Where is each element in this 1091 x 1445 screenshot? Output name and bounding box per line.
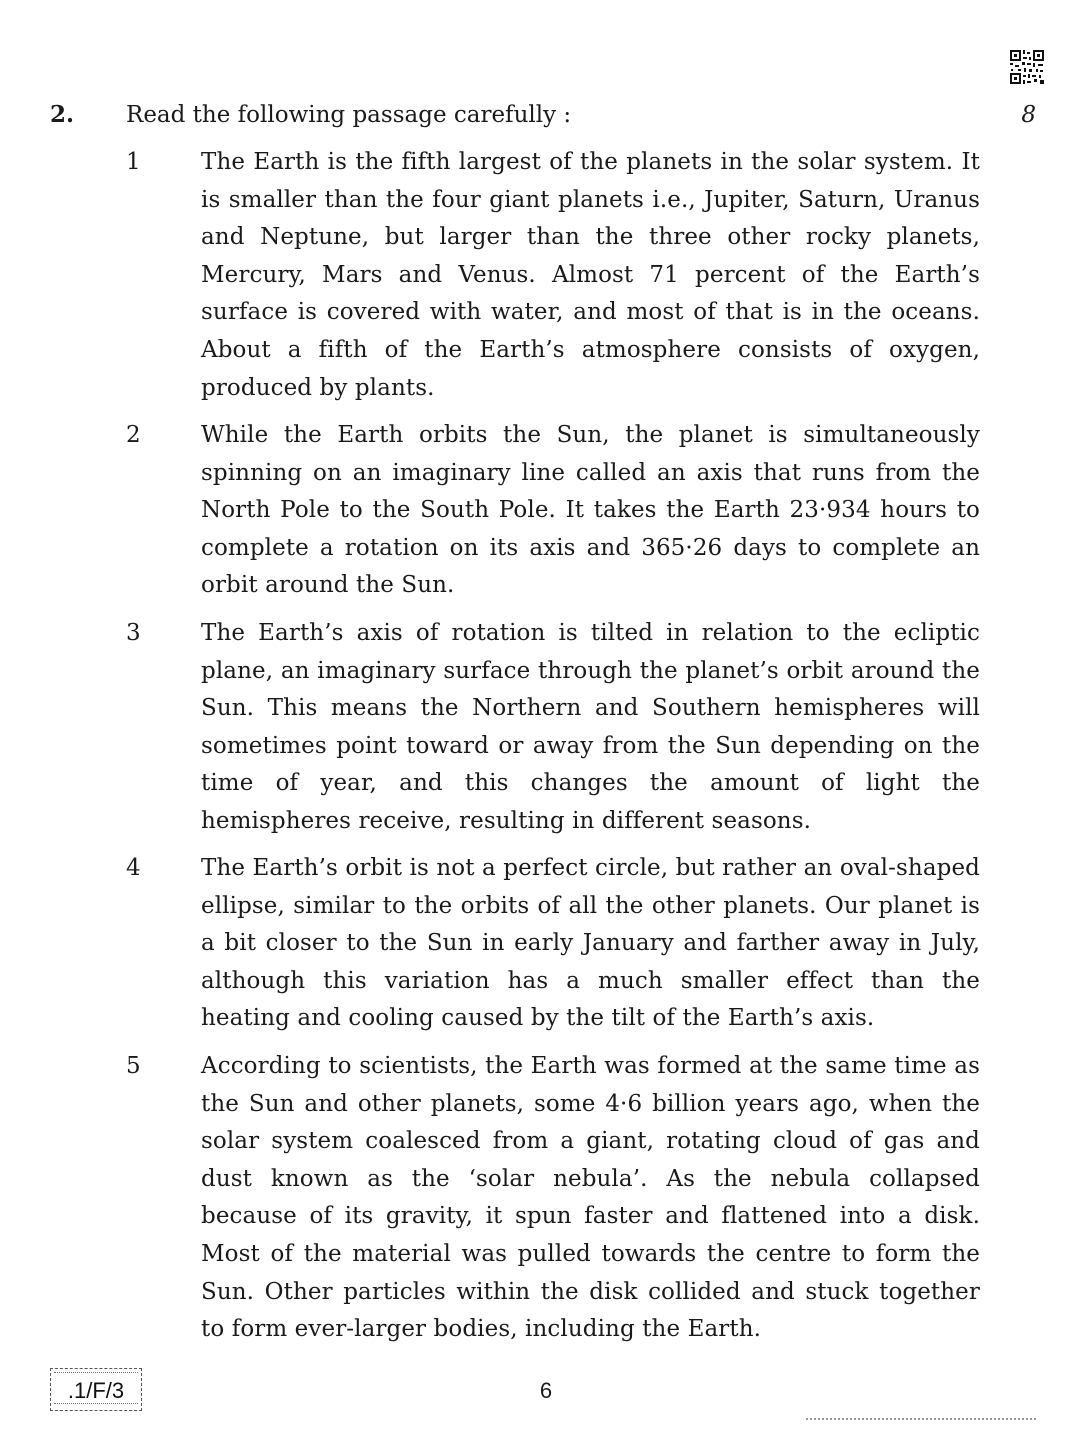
microprint-border [54, 1372, 138, 1376]
paragraph-number: 5 [126, 1053, 141, 1079]
question-instruction: Read the following passage carefully : [126, 102, 572, 128]
paragraph-number: 4 [126, 855, 141, 881]
page-number: 6 [539, 1378, 553, 1403]
paragraph-text: The Earth’s orbit is not a perfect circle, but rather an oval-shaped ellipse, similar to the orbits of all the other planets. Our planet is a bit closer to the Sun in early January and farther away in July, although this variation has a much smaller effect than the heating and cooling caused by the tilt of the Earth’s axis. [201, 855, 980, 1032]
paragraph-number: 1 [126, 149, 141, 175]
paragraph-number: 3 [126, 620, 141, 646]
microprint-border [54, 1403, 138, 1407]
paragraph-text: According to scientists, the Earth was formed at the same time as the Sun and other planets, some 4·6 billion years ago, when the solar system coalesced from a giant, rotating cloud of gas and dust known as the ‘solar nebula’. As the nebula collapsed because of its gravity, it spun faster and flattened into a disk. Most of the material was pulled towards the centre to form the Sun. Other particles within the disk collided and stuck together to form ever-larger bodies, including the Earth. [201, 1053, 980, 1343]
paragraph-number: 2 [126, 422, 141, 448]
question-marks: 8 [1021, 102, 1036, 128]
microprint-line [806, 1418, 1036, 1420]
paper-code-box [50, 1368, 142, 1411]
question-number: 2. [50, 101, 75, 128]
qr-code-icon [1009, 49, 1045, 85]
paragraph-text: The Earth is the fifth largest of the planets in the solar system. It is smaller than the four giant planets i.e., Jupiter, Saturn, Uranus and Neptune, but larger than the three other rocky planets, Mercury, Mars and Venus. Almost 71 percent of the Earth’s surface is covered with water, and most of that is in the oceans. About a fifth of the Earth’s atmosphere consists of oxygen, produced by plants. [201, 149, 980, 401]
paragraph-text: The Earth’s axis of rotation is tilted in relation to the ecliptic plane, an imaginary surface through the planet’s orbit around the Sun. This means the Northern and Southern hemispheres will sometimes point toward or away from the Sun depending on the time of year, and this changes the amount of light the hemispheres receive, resulting in different seasons. [201, 620, 980, 834]
paragraph-text: While the Earth orbits the Sun, the planet is simultaneously spinning on an imaginary line called an axis that runs from the North Pole to the South Pole. It takes the Earth 23·934 hours to complete a rotation on its axis and 365·26 days to complete an orbit around the Sun. [201, 422, 980, 599]
paper-code: .1/F/3 [67, 1378, 125, 1403]
